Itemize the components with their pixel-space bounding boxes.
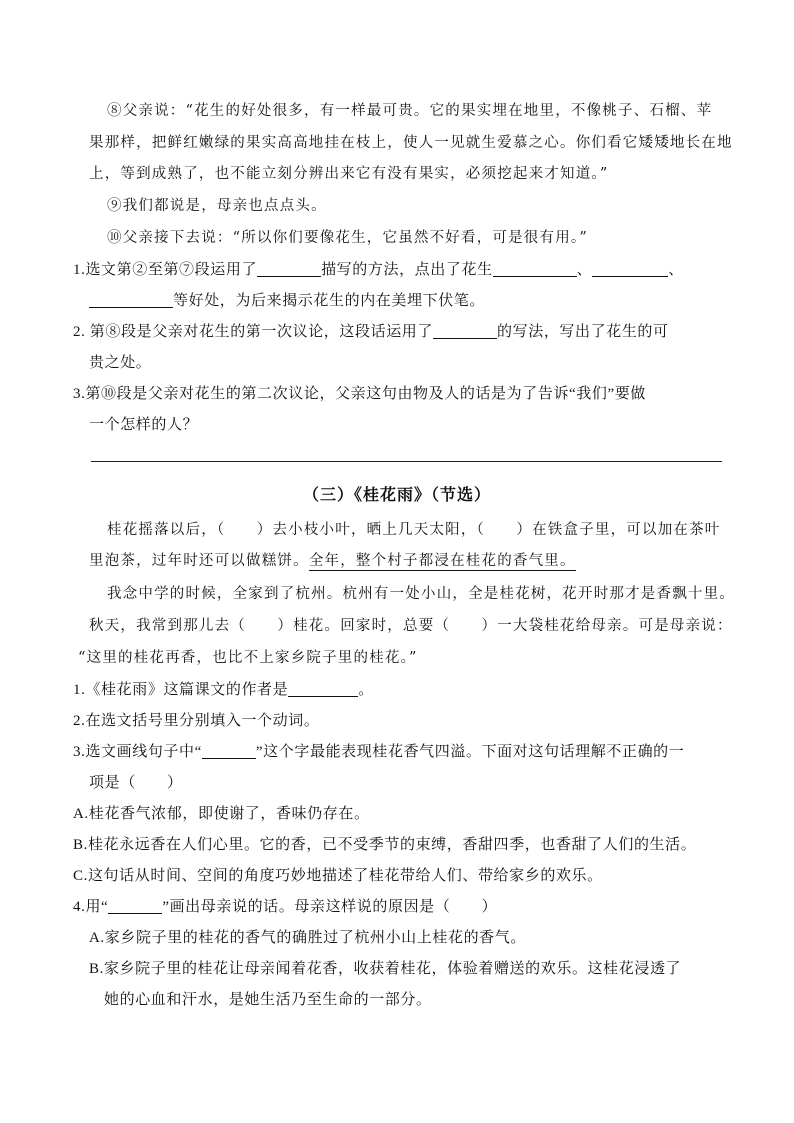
option-b-line1: B.家乡院子里的桂花让母亲闻着花香，收获着桂花，体验着赠送的欢乐。这桂花浸透了: [89, 961, 682, 977]
passage2-paragraph2-line3: “这里的桂花再香，也比不上家乡院子里的桂花。”: [78, 650, 418, 666]
question-text: 4.用“: [73, 899, 109, 915]
question-3-line2: 一个怎样的人？: [89, 417, 199, 433]
underlined-sentence: 全年，整个村子都浸在桂花的香气里。: [308, 553, 576, 569]
question-text: 3.选文画线句子中“: [73, 744, 202, 760]
passage2-paragraph1-line1: 桂花摇落以后，（ ）去小枝小叶，晒上几天太阳，（ ）在铁盒子里，可以加在茶叶: [107, 522, 721, 538]
passage2-paragraph2-line1: 我念中学的时候，全家到了杭州。杭州有一处小山，全是桂花树，花开时那才是香飘十里。: [107, 586, 735, 602]
option-c: C.这句话从时间、空间的角度巧妙地描述了桂花带给人们、带给家乡的欢乐。: [73, 868, 603, 884]
question-1-line2: [89, 291, 485, 311]
passage1-paragraph8-line3: 上，等到成熟了，也不能立刻分辨出来它有没有果实，必须挖起来才知道。”: [89, 166, 609, 182]
section-divider: [91, 461, 722, 462]
question-1-text-d: 、: [668, 262, 684, 278]
question-2-3-line1: [73, 742, 684, 762]
question-text: ”画出母亲说的话。母亲这样说的原因是（ ）: [162, 899, 498, 915]
question-1-text-a: 1.选文第②至第⑦段运用了: [73, 262, 258, 278]
passage2-text: 里泡茶，过年时还可以做糕饼。: [89, 553, 309, 569]
question-1-text-e: 等好处，为后来揭示花生的内在美埋下伏笔。: [173, 293, 486, 309]
question-2-2-line: 2.在选文括号里分别填入一个动词。: [73, 713, 320, 729]
answer-blank[interactable]: [108, 897, 162, 914]
passage1-paragraph8-line1: ⑧父亲说：“花生的好处很多，有一样最可贵。它的果实埋在地里，不像桃子、石榴、苹: [107, 103, 713, 119]
passage1-paragraph9: ⑨我们都说是，母亲也点点头。: [107, 198, 327, 214]
question-2-line1: [73, 322, 669, 342]
section-title: （三）《桂花雨》（节选）: [302, 485, 491, 504]
passage1-paragraph8-line2: 果那样，把鲜红嫩绿的果实高高地挂在枝上，使人一见就生爱慕之心。你们看它矮矮地长在地: [89, 135, 733, 151]
answer-blank[interactable]: [493, 260, 577, 277]
option-b-line2: 她的心血和汗水，是她生活乃至生命的一部分。: [104, 992, 432, 1008]
answer-blank[interactable]: [288, 680, 358, 697]
option-a: A.桂花香气浓郁，即使谢了，香味仍存在。: [73, 806, 370, 822]
question-text: 1.《桂花雨》这篇课文的作者是: [73, 682, 289, 698]
question-text: ”这个字最能表现桂花香气四溢。下面对这句话理解不正确的一: [255, 744, 685, 760]
question-2-text-a: 2. 第⑧段是父亲对花生的第一次议论，这段话运用了: [73, 324, 434, 340]
passage1-paragraph10: ⑩父亲接下去说：“所以你们要像花生，它虽然不好看，可是很有用。”: [107, 230, 588, 246]
question-3-line1: 3.第⑩段是父亲对花生的第二次议论，父亲这句由物及人的话是为了告诉“我们”要做: [73, 386, 646, 402]
passage2-paragraph2-line2: 秋天，我常到那儿去（ ）桂花。回家时，总要（ ）一大袋桂花给母亲。可是母亲说：: [89, 618, 733, 634]
question-2-3-line2: 项是（ ）: [89, 775, 183, 791]
question-1-line1: [73, 260, 684, 280]
answer-blank[interactable]: [89, 291, 173, 308]
answer-blank[interactable]: [202, 742, 256, 759]
answer-blank[interactable]: [592, 260, 668, 277]
question-2-4-line1: [73, 897, 497, 917]
option-b: B.桂花永远香在人们心里。它的香，已不受季节的束缚，香甜四季，也香甜了人们的生活。: [73, 837, 697, 853]
answer-blank[interactable]: [257, 260, 321, 277]
option-a: A.家乡院子里的桂花的香气的确胜过了杭州小山上桂花的香气。: [89, 930, 526, 946]
passage2-paragraph1-line2: [89, 551, 576, 571]
question-1-text-b: 描写的方法，点出了花生: [321, 262, 493, 278]
question-2-line2: 贵之处。: [89, 355, 152, 371]
question-text: 。: [358, 682, 374, 698]
question-2-text-b: 的写法，写出了花生的可: [497, 324, 669, 340]
answer-blank[interactable]: [433, 322, 497, 339]
question-2-1-line: [73, 680, 374, 700]
question-1-text-c: 、: [576, 262, 593, 278]
